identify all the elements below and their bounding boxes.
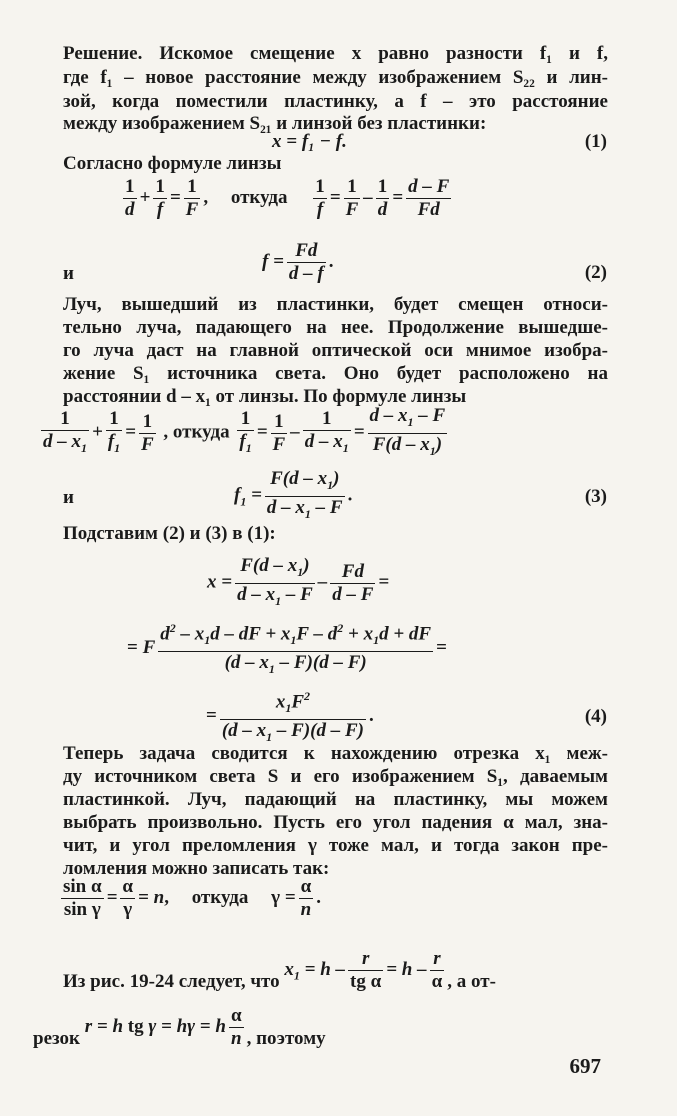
text-line: Теперь задача сводится к нахождению отрезка x₁ меж- xyxy=(63,743,608,764)
text-line: Подставим (2) и (3) в (1): xyxy=(63,523,276,544)
text-line: чит, и угол преломления γ тоже мал, и тогда закон пре- xyxy=(63,835,608,856)
equation-number: (1) xyxy=(584,131,607,152)
substitution-step-3: = $\frac{x_1F^2}{(d - x_1 - F)(d - F)}$ . xyxy=(206,685,374,748)
text-line: жение S₁ источника света. Оно будет расположено на xyxy=(63,363,608,384)
text-line: между изображением S₂₁ и линзой без пластинки: xyxy=(63,113,487,134)
page-number: 697 xyxy=(569,1054,601,1078)
equation-number: (2) xyxy=(584,262,607,283)
snell-law: $\frac{\text{sin α}}{\text{sin γ}}$ = $\frac{\alpha}{\gamma}$ = n, откуда γ = $\frac{\alpha}{n}$ . xyxy=(63,876,321,920)
text-line: Решение. Искомое смещение x равно разности f₁ и f, xyxy=(63,43,608,64)
text-line: ду источником света S и его изображением S₁, даваемым xyxy=(63,766,608,787)
equation-2: f = $\frac{Fd}{d - f}$ . xyxy=(262,240,334,284)
equation-3: $f_1$ = $\frac{F(d - x_1)}{d - x_1 - F}$ . xyxy=(234,468,353,521)
derivation-line: Из рис. 19-24 следует, что $x_1 = h$ – $\frac{r}{\text{tg α}}$ = h – $\frac{r}{\alpha}$ , а от- xyxy=(63,948,496,992)
conjunction: и xyxy=(63,487,74,508)
text-line: Согласно формуле линзы xyxy=(63,153,282,174)
text-line: выбрать произвольно. Пусть его угол падения α мал, зна- xyxy=(63,812,608,833)
derivation-line: резок r = h tg γ = hγ = h $\frac{\alpha}{n}$ , поэтому xyxy=(33,1005,326,1049)
equation-number: (3) xyxy=(584,486,607,507)
text-line: пластинкой. Луч, падающий на пластинку, мы можем xyxy=(63,789,608,810)
text-line: го луча даст на главной оптической оси мнимое изобра- xyxy=(63,340,608,361)
lens-formula: $\frac{1}{d}$ + $\frac{1}{f}$ = $\frac{1}{F}$ , откуда $\frac{1}{f}$ = $\frac{1}{F}$ – $\frac{1}{d}$ = $\frac{d - F}{Fd}$ xyxy=(125,176,450,220)
text-line: Луч, вышедший из пластинки, будет смещен относи- xyxy=(63,294,608,315)
text-line: тельно луча, падающего на нее. Продолжение вышедше- xyxy=(63,317,608,338)
text-line: зой, когда поместили пластинку, а f – это расстояние xyxy=(63,91,608,112)
text-line: ломления можно записать так: xyxy=(63,858,330,879)
substitution-step-1: x = $\frac{F(d - x_1)}{d - x_1 - F}$ – $\frac{Fd}{d - F}$ = xyxy=(207,555,390,608)
text-line: расстоянии d – x₁ от линзы. По формуле линзы xyxy=(63,386,467,407)
conjunction: и xyxy=(63,263,74,284)
text-line: где f₁ – новое расстояние между изображением S₂₂ и лин- xyxy=(63,67,608,88)
equation-number: (4) xyxy=(584,706,607,727)
equation-1: x = f₁ − f. xyxy=(272,131,347,152)
substitution-step-2: = F $\frac{d^2 - x_1d - dF + x_1F - d^2 + x_1d + dF}{(d - x_1 - F)(d - F)}$ = xyxy=(127,617,447,680)
lens-formula-2: $\frac{1}{d - x_1}$ + $\frac{1}{f_1}$ = $\frac{1}{F}$ , откуда $\frac{1}{f_1}$ = $\frac{1}{F}$ – $\frac{1}{d - x_1}$ = $\frac{d - x_1 - F}{F(d - x_1)}$ xyxy=(43,405,446,458)
